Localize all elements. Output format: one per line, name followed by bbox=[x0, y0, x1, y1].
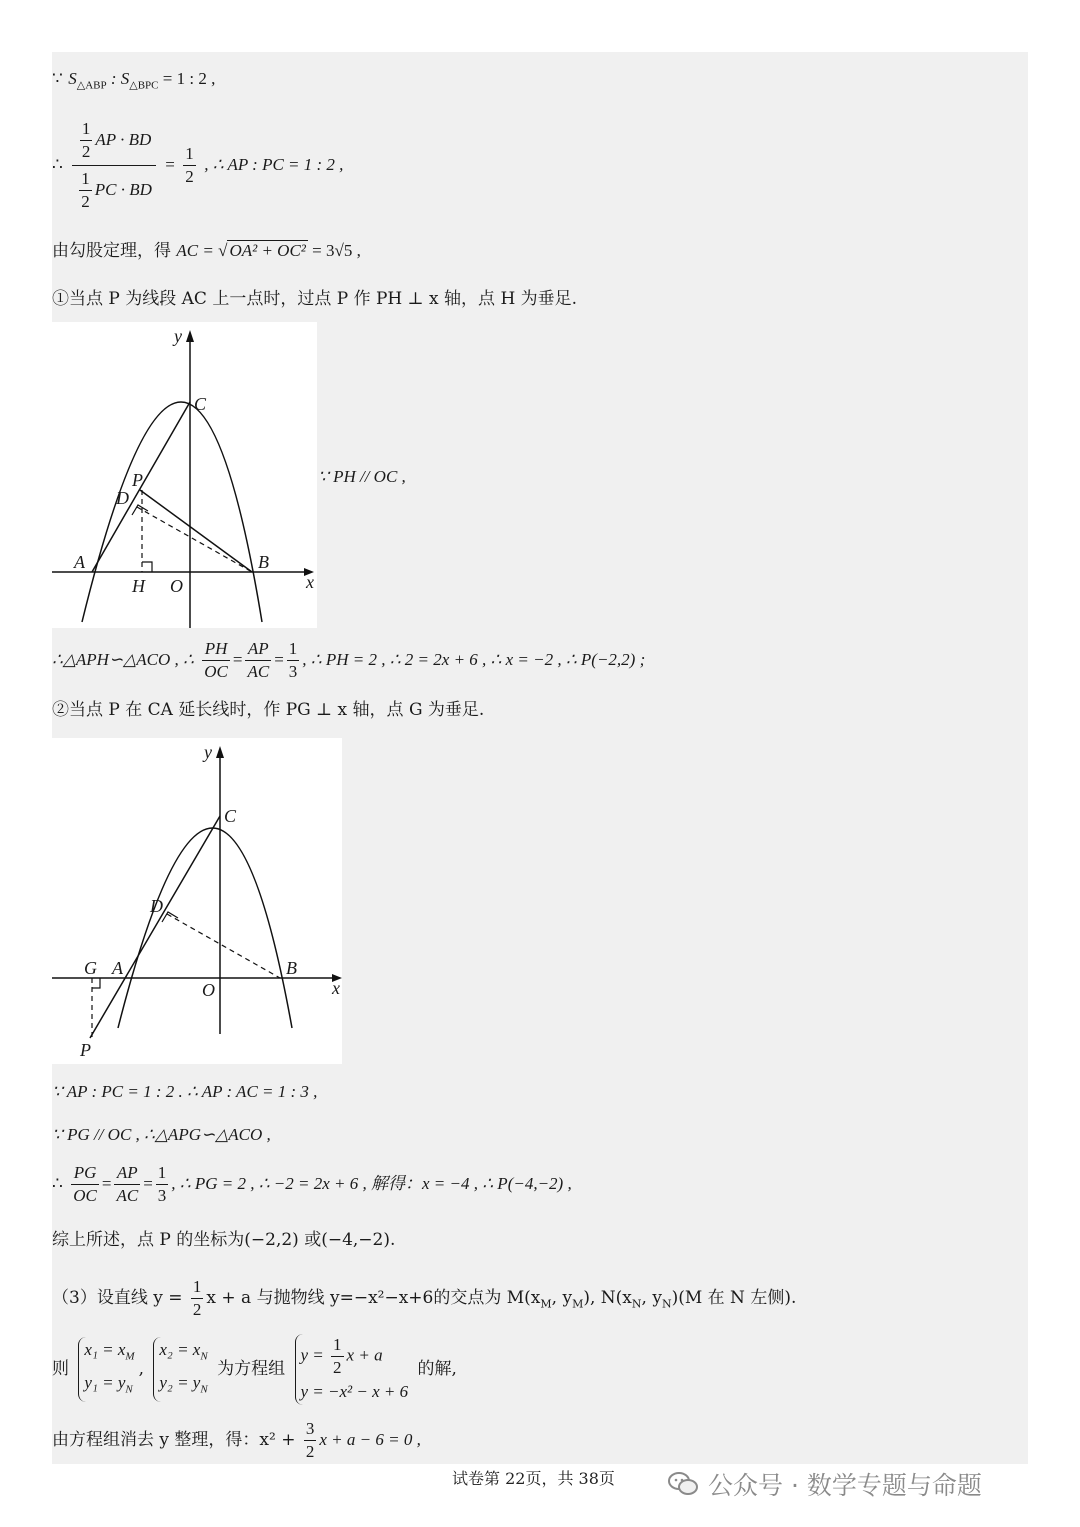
sub-bpc: △BPC bbox=[129, 79, 159, 92]
half-top-den: 2 bbox=[81, 142, 91, 161]
three-num: 3 bbox=[304, 1418, 317, 1441]
frac-one2: 1 bbox=[156, 1162, 169, 1185]
sub-m2: M bbox=[572, 1297, 584, 1311]
half-bot-den: 2 bbox=[81, 192, 90, 211]
right-angle-g bbox=[92, 978, 100, 988]
then-text: 则 bbox=[52, 1359, 69, 1379]
eliminate-pre: 由方程组消去 y 整理，得：x² + bbox=[52, 1430, 301, 1450]
system-two bbox=[153, 1337, 207, 1402]
figure-case-two bbox=[52, 738, 342, 1064]
radicand: OA² + OC² bbox=[229, 241, 306, 260]
frac-three-half bbox=[304, 1418, 317, 1463]
compound-fraction bbox=[72, 118, 156, 213]
frac-top-expr: AP · BD bbox=[95, 130, 152, 149]
s-mid: : S bbox=[106, 69, 130, 88]
frac-half bbox=[191, 1276, 204, 1321]
half-bottom bbox=[79, 168, 92, 213]
eq-frac-num: 1 bbox=[331, 1334, 344, 1357]
label-c: C bbox=[224, 806, 237, 826]
figure-two-svg bbox=[52, 738, 342, 1064]
case-two-text: ②当点 P 在 CA 延长线时，作 PG ⊥ x 轴，点 G 为垂足. bbox=[52, 700, 485, 720]
sub-n1: N bbox=[631, 1297, 642, 1311]
frac-pg-oc bbox=[71, 1162, 99, 1207]
half-top bbox=[80, 118, 93, 163]
line-db bbox=[137, 507, 252, 572]
system-three bbox=[295, 1334, 409, 1405]
label-x: x bbox=[306, 572, 314, 592]
label-b: B bbox=[258, 552, 269, 572]
parallel-text: ∵ PH // OC , bbox=[318, 467, 406, 486]
label-p: P bbox=[132, 470, 143, 490]
line-pb bbox=[140, 490, 252, 572]
frac-ap-ac2 bbox=[114, 1162, 140, 1207]
page-footer: 试卷第 22页，共 38页 bbox=[452, 1469, 615, 1488]
sub-abp: △ABP bbox=[76, 79, 107, 92]
figure-case-one bbox=[52, 322, 317, 628]
y1-eq: y₁ = y bbox=[84, 1372, 126, 1392]
s-symbol: S bbox=[68, 69, 77, 88]
right-angle-d bbox=[162, 912, 178, 922]
label-a: A bbox=[112, 958, 123, 978]
result-num: 1 bbox=[183, 143, 196, 166]
line-case-one bbox=[52, 288, 577, 310]
eq4: = bbox=[143, 1174, 153, 1193]
frac-one-third2 bbox=[156, 1162, 169, 1207]
frac-three: 3 bbox=[288, 662, 298, 681]
equals: = bbox=[165, 155, 175, 174]
line-db bbox=[167, 914, 280, 978]
similar-text: ∴△APH∽△ACO , ∴ bbox=[52, 650, 194, 669]
line-eliminate bbox=[52, 1418, 421, 1463]
pythagoras-text: 由勾股定理，得 bbox=[52, 241, 177, 261]
frac-bot-expr: PC · BD bbox=[94, 180, 152, 199]
frac-ap2: AP bbox=[114, 1162, 140, 1185]
solution-text: 的解, bbox=[417, 1359, 457, 1379]
frac-ac2: AC bbox=[116, 1186, 139, 1205]
label-c: C bbox=[194, 394, 207, 414]
label-g: G bbox=[84, 958, 97, 978]
line-part-three bbox=[52, 1276, 796, 1321]
label-y: y bbox=[174, 326, 182, 346]
x1-sub: M bbox=[125, 1350, 135, 1363]
label-d: D bbox=[116, 488, 129, 508]
line-similar-one bbox=[52, 638, 645, 683]
line-area-ratio bbox=[52, 68, 215, 96]
line-ratio-two bbox=[52, 1081, 317, 1103]
eq1: = bbox=[232, 650, 243, 669]
result-den: 2 bbox=[185, 167, 194, 186]
label-o: O bbox=[170, 576, 183, 596]
right-angle-d bbox=[132, 505, 148, 515]
part-three-tail: )(M 在 N 左侧). bbox=[671, 1288, 797, 1308]
wechat-icon bbox=[668, 1471, 698, 1497]
ac-eq: AC = bbox=[176, 241, 219, 260]
therefore-two: ∴ bbox=[52, 1174, 63, 1194]
eq-parabola: y = −x² − x + 6 bbox=[300, 1382, 409, 1401]
line-system: 则 $x_1 = x_M$ $y_1 = y_N$ , $x_2 = x_N$ $y_2 = y_N$ 为方程组 y = $\frac{1}{2}$ x + a y = −x² − x + 6 的解, bbox=[52, 1334, 457, 1405]
case-two-result: , ∴ PG = 2 , ∴ −2 = 2x + 6 , 解得：x = −4 , ∴ P(−4,−2) , bbox=[171, 1174, 572, 1193]
frac-ap: AP bbox=[245, 638, 271, 661]
comma-y1: , y bbox=[551, 1288, 573, 1308]
frac-oc2: OC bbox=[73, 1186, 97, 1205]
y2-eq: y₂ = y bbox=[159, 1372, 201, 1392]
line-case-two bbox=[52, 699, 484, 721]
label-y: y bbox=[204, 742, 212, 762]
label-p: P bbox=[80, 1040, 91, 1060]
label-h: H bbox=[132, 576, 145, 596]
line-parallel-two bbox=[52, 1124, 271, 1146]
sub-m1: M bbox=[540, 1297, 552, 1311]
eq3: = bbox=[101, 1174, 112, 1193]
figure-one-svg bbox=[52, 322, 317, 628]
half-top-num: 1 bbox=[80, 118, 93, 141]
three-den: 2 bbox=[305, 1442, 315, 1461]
frac-three2: 3 bbox=[157, 1186, 167, 1205]
frac-oc: OC bbox=[204, 662, 228, 681]
ap-pc-ratio: , ∴ AP : PC = 1 : 2 , bbox=[204, 155, 344, 174]
line-parallel bbox=[318, 466, 406, 488]
frac-one: 1 bbox=[287, 638, 300, 661]
watermark bbox=[668, 1466, 982, 1502]
eliminate-tail: x + a − 6 = 0 , bbox=[319, 1430, 421, 1449]
right-angle-h bbox=[142, 562, 152, 572]
watermark-text: 公众号 · 数学专题与命题 bbox=[708, 1471, 982, 1500]
label-o: O bbox=[202, 980, 215, 1000]
x2-eq: x₂ = x bbox=[159, 1340, 201, 1360]
system-mid: 为方程组 bbox=[217, 1359, 286, 1379]
frac-pg: PG bbox=[71, 1162, 99, 1185]
eq2: = bbox=[274, 650, 284, 669]
y2-sub: N bbox=[200, 1382, 208, 1395]
line-pythagoras: 由勾股定理，得 AC = √ OA² + OC² = 3√5 , bbox=[52, 241, 361, 261]
comma-y2: , y bbox=[641, 1288, 662, 1308]
frac-ph: PH bbox=[202, 638, 230, 661]
therefore-symbol: ∴ bbox=[52, 155, 63, 175]
y1-sub: N bbox=[125, 1382, 133, 1395]
n-open: ), N(x bbox=[583, 1288, 632, 1308]
label-b: B bbox=[286, 958, 297, 978]
eq-line-a: y = bbox=[300, 1345, 329, 1365]
half-den: 2 bbox=[192, 1300, 202, 1319]
because-symbol: ∵ bbox=[52, 69, 63, 89]
system-one bbox=[78, 1337, 134, 1402]
x1-eq: x₁ = x bbox=[84, 1340, 126, 1360]
frac-ac: AC bbox=[247, 662, 270, 681]
parallel-two-text: ∵ PG // OC , ∴△APG∽△ACO , bbox=[52, 1125, 271, 1144]
half-num: 1 bbox=[191, 1276, 204, 1299]
eq-frac-den: 2 bbox=[333, 1358, 342, 1377]
case-one-result: , ∴ PH = 2 , ∴ 2 = 2x + 6 , ∴ x = −2 , ∴ P(−2,2) ; bbox=[302, 650, 646, 669]
frac-ph-oc bbox=[202, 638, 230, 683]
line-summary bbox=[52, 1229, 395, 1251]
summary-text: 综上所述，点 P 的坐标为(−2,2) 或(−4,−2). bbox=[52, 1230, 396, 1250]
solution-sheet bbox=[52, 52, 1028, 1464]
frac-one-third bbox=[287, 638, 300, 683]
line-similar-two bbox=[52, 1162, 572, 1207]
line-cp bbox=[90, 816, 220, 1038]
y-arrow bbox=[216, 746, 224, 758]
frac-ap-ac bbox=[245, 638, 271, 683]
result-fraction bbox=[183, 143, 196, 188]
ratio-tail: = 1 : 2 , bbox=[158, 69, 216, 88]
eq-line-b: x + a bbox=[346, 1345, 383, 1365]
line-fraction-ratio bbox=[52, 118, 343, 213]
eq-line-frac bbox=[331, 1334, 344, 1379]
ac-value: = 3√5 , bbox=[307, 241, 361, 260]
label-a: A bbox=[74, 552, 85, 572]
label-x: x bbox=[332, 978, 340, 998]
y-arrow bbox=[186, 330, 194, 342]
part-three-pre: （3）设直线 y = bbox=[52, 1288, 188, 1308]
x2-sub: N bbox=[200, 1350, 208, 1363]
part-three-mid: x + a 与抛物线 y=−x²−x+6的交点为 M(x bbox=[206, 1288, 541, 1308]
sub-n2: N bbox=[661, 1297, 672, 1311]
half-bot-num: 1 bbox=[79, 168, 92, 191]
label-d: D bbox=[150, 896, 163, 916]
case-one-text: ①当点 P 为线段 AC 上一点时，过点 P 作 PH ⊥ x 轴，点 H 为垂足. bbox=[52, 289, 578, 309]
ratio-two-text: ∵ AP : PC = 1 : 2 . ∴ AP : AC = 1 : 3 , bbox=[52, 1082, 318, 1101]
